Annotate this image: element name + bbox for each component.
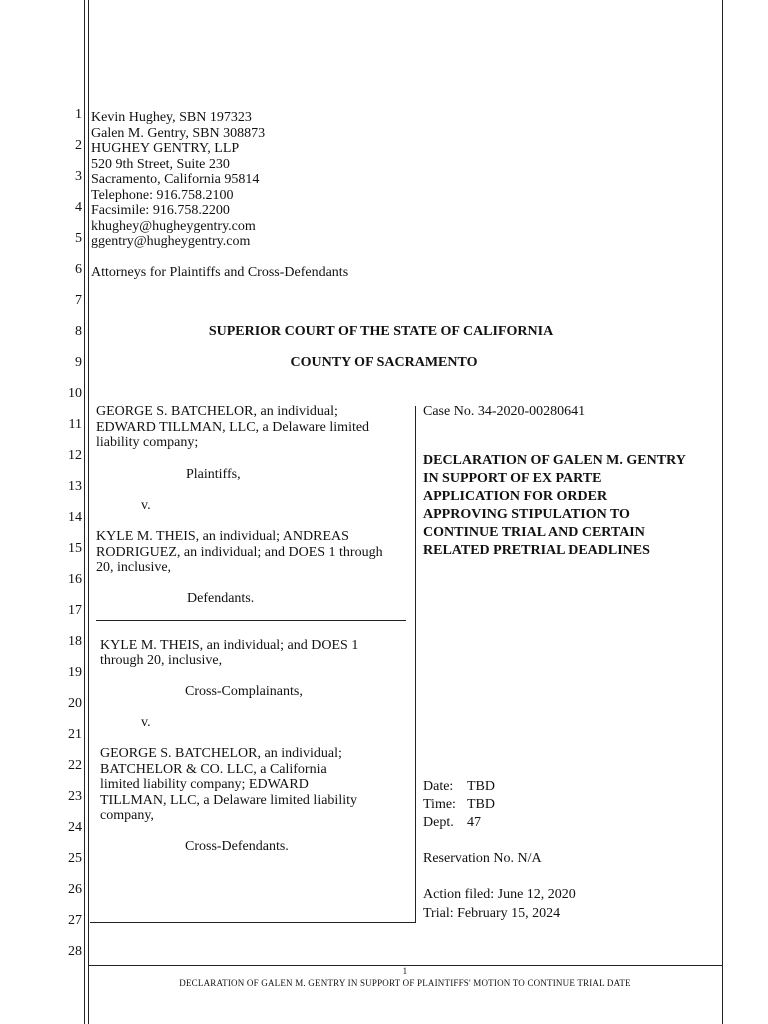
attorney-line: HUGHEY GENTRY, LLP	[91, 141, 240, 156]
cross-defendants-text: GEORGE S. BATCHELOR, an individual;	[100, 746, 342, 761]
document-title-line: IN SUPPORT OF EX PARTE	[423, 471, 602, 486]
court-county: COUNTY OF SACRAMENTO	[290, 355, 478, 370]
defendants-text: KYLE M. THEIS, an individual; ANDREAS	[96, 529, 349, 544]
dept-value: 47	[467, 815, 481, 830]
cross-defendants-label: Cross-Defendants.	[185, 839, 289, 854]
line-number: 15	[68, 541, 82, 556]
document-title-line: APPROVING STIPULATION TO	[423, 507, 630, 522]
defendants-label: Defendants.	[187, 591, 255, 606]
line-number: 6	[75, 262, 82, 277]
line-number: 3	[75, 169, 82, 184]
hearing-date-value: TBD	[467, 779, 495, 794]
plaintiffs-text: EDWARD TILLMAN, LLC, a Delaware limited	[96, 420, 370, 435]
line-number: 2	[75, 138, 82, 153]
caption-separator	[96, 620, 406, 621]
document-title-line: CONTINUE TRIAL AND CERTAIN	[423, 525, 645, 540]
attorney-line: Galen M. Gentry, SBN 308873	[91, 126, 266, 141]
page-number: 1	[402, 966, 408, 976]
line-number: 20	[68, 696, 82, 711]
cross-defendants-text: TILLMAN, LLC, a Delaware limited liability	[100, 793, 357, 808]
action-filed: Action filed: June 12, 2020	[423, 887, 576, 902]
dept-label: Dept.	[423, 815, 454, 830]
line-number: 11	[68, 417, 82, 432]
line-number: 14	[68, 510, 82, 525]
line-number: 26	[68, 882, 82, 897]
defendants-text: RODRIGUEZ, an individual; and DOES 1 through	[96, 545, 383, 560]
line-number: 12	[68, 448, 82, 463]
cross-defendants-text: company,	[100, 808, 154, 823]
hearing-date-label: Date:	[423, 779, 454, 794]
line-number: 13	[68, 479, 82, 494]
line-number: 5	[75, 231, 82, 246]
defendants-text: 20, inclusive,	[96, 560, 172, 575]
line-number: 24	[68, 820, 82, 835]
hearing-time-label: Time:	[423, 797, 456, 812]
attorney-line: Telephone: 916.758.2100	[91, 188, 234, 203]
document-title-line: DECLARATION OF GALEN M. GENTRY	[423, 453, 686, 468]
footer-title: DECLARATION OF GALEN M. GENTRY IN SUPPORT OF PLAINTIFFS' MOTION TO CONTINUE TRIAL DATE	[179, 978, 631, 988]
plaintiffs-text: liability company;	[96, 435, 199, 450]
line-number: 25	[68, 851, 82, 866]
left-margin-rule-inner	[88, 0, 89, 1024]
cross-complainants-text: through 20, inclusive,	[100, 653, 223, 668]
line-number: 7	[75, 293, 82, 308]
line-number: 28	[68, 944, 82, 959]
document-title-line: APPLICATION FOR ORDER	[423, 489, 608, 504]
versus-label: v.	[141, 498, 151, 513]
line-number: 19	[68, 665, 82, 680]
line-number: 27	[68, 913, 82, 928]
plaintiffs-text: GEORGE S. BATCHELOR, an individual;	[96, 404, 338, 419]
right-margin-rule	[722, 0, 723, 1024]
attorney-line: Facsimile: 916.758.2200	[91, 203, 230, 218]
attorney-line: 520 9th Street, Suite 230	[91, 157, 230, 172]
line-number: 1	[75, 107, 82, 122]
line-number: 21	[68, 727, 82, 742]
attorney-email[interactable]: khughey@hugheygentry.com	[91, 219, 256, 234]
cross-complainants-text: KYLE M. THEIS, an individual; and DOES 1	[100, 638, 359, 653]
cross-complainants-label: Cross-Complainants,	[185, 684, 303, 699]
cross-defendants-text: BATCHELOR & CO. LLC, a California	[100, 762, 327, 777]
line-number: 16	[68, 572, 82, 587]
attorney-line: Kevin Hughey, SBN 197323	[91, 110, 252, 125]
attorney-role: Attorneys for Plaintiffs and Cross-Defendants	[91, 265, 349, 280]
caption-box-divider	[415, 406, 416, 923]
attorney-line: Sacramento, California 95814	[91, 172, 260, 187]
line-number: 4	[75, 200, 82, 215]
attorney-email[interactable]: ggentry@hugheygentry.com	[91, 234, 251, 249]
line-number: 18	[68, 634, 82, 649]
reservation-number: Reservation No. N/A	[423, 851, 542, 866]
versus-label: v.	[141, 715, 151, 730]
line-number: 10	[68, 386, 82, 401]
cross-defendants-text: limited liability company; EDWARD	[100, 777, 309, 792]
caption-box-bottom	[90, 922, 416, 923]
line-number: 8	[75, 324, 82, 339]
trial-date: Trial: February 15, 2024	[423, 906, 561, 921]
hearing-time-value: TBD	[467, 797, 495, 812]
plaintiffs-label: Plaintiffs,	[186, 467, 241, 482]
line-number: 23	[68, 789, 82, 804]
line-number: 22	[68, 758, 82, 773]
left-margin-rule-outer	[84, 0, 85, 1024]
case-number: Case No. 34-2020-00280641	[423, 404, 586, 419]
line-number: 17	[68, 603, 82, 618]
line-number: 9	[75, 355, 82, 370]
document-title-line: RELATED PRETRIAL DEADLINES	[423, 543, 650, 558]
court-name: SUPERIOR COURT OF THE STATE OF CALIFORNIA	[208, 324, 554, 339]
